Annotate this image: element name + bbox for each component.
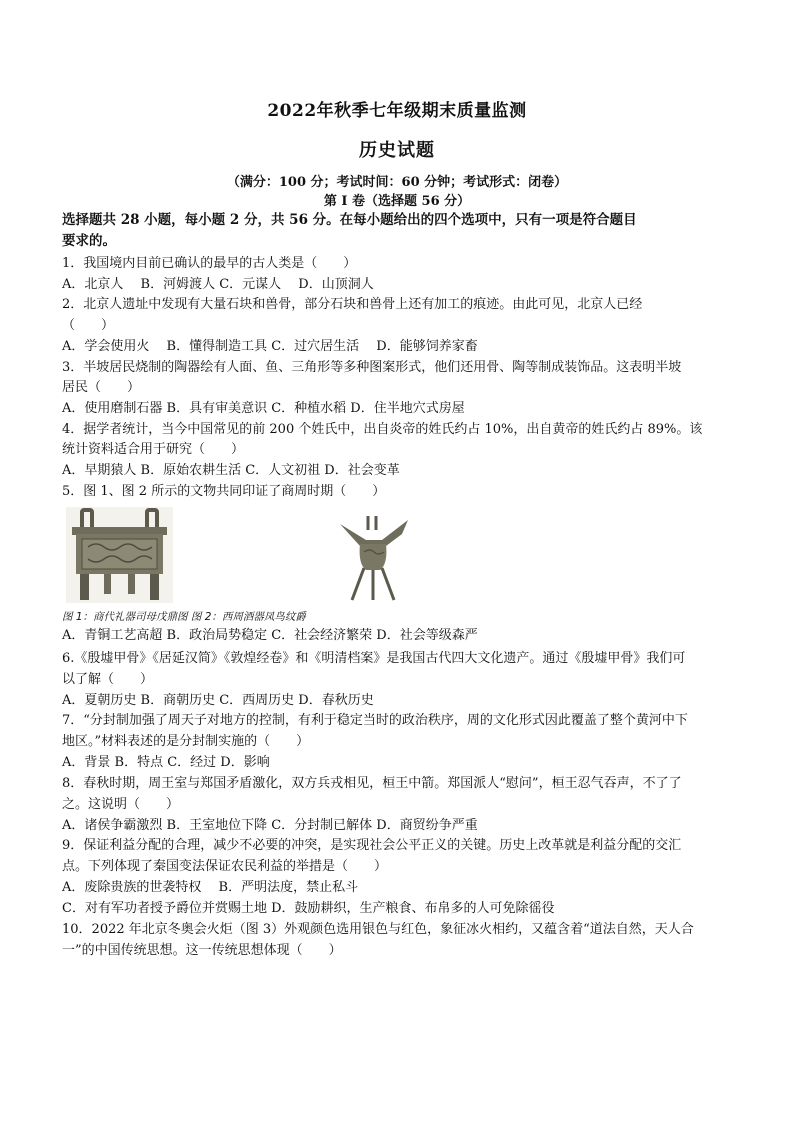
question-3-stem-cont: 居民（ ） — [62, 380, 141, 395]
question-2-stem-cont: （ ） — [62, 318, 115, 333]
question-9-stem: 9．保证利益分配的合理，减少不必要的冲突，是实现社会公平正义的关键。历史上改革就是利益分配的交汇 — [62, 838, 682, 853]
question-2-stem: 2．北京人遗址中发现有大量石块和兽骨，部分石块和兽骨上还有加工的痕迹。由此可见，北京人已经 — [62, 297, 643, 312]
question-1-stem: 1．我国境内目前已确认的最早的古人类是（ ） — [62, 256, 357, 271]
question-4-stem-cont: 统计资料适合用于研究（ ） — [62, 442, 245, 457]
question-9-options-ab: A．废除贵族的世袭特权 B．严明法度，禁止私斗 — [62, 880, 359, 895]
question-6-stem: 6.《殷墟甲骨》《居延汉简》《敦煌经卷》和《明清档案》是我国古代四大文化遗产。通过《殷墟甲骨》我们可 — [62, 651, 686, 666]
question-8-stem-cont: 之。这说明（ ） — [62, 797, 180, 812]
question-9-stem-cont: 点。下列体现了秦国变法保证农民利益的举措是（ ） — [62, 859, 388, 874]
question-9-options-cd: C．对有军功者授予爵位并赏赐土地 D．鼓励耕织，生产粮食、布帛多的人可免除徭役 — [62, 901, 555, 916]
exam-subject: 历史试题 — [359, 140, 435, 161]
question-5-stem: 5．图 1、图 2 所示的文物共同印证了商周时期（ ） — [62, 484, 386, 499]
question-4-options: A．早期猿人 B．原始农耕生活 C．人文初祖 D．社会变革 — [62, 463, 400, 478]
question-2-options: A．学会使用火 B．懂得制造工具 C．过穴居生活 D．能够饲养家畜 — [62, 339, 478, 354]
question-3-stem: 3．半坡居民烧制的陶器绘有人面、鱼、三角形等多种图案形式，他们还用骨、陶等制成装饰品。这表明半坡 — [62, 360, 682, 375]
question-10-stem: 10．2022 年北京冬奥会火炬（图 3）外观颜色选用银色与红色，象征冰火相约，又蕴含着“道法自然，天人合 — [62, 922, 694, 937]
instructions-line-2: 要求的。 — [62, 233, 116, 249]
part-heading: 第 I 卷（选择题 56 分） — [323, 194, 471, 209]
question-8-stem: 8．春秋时期，周王室与郑国矛盾激化，双方兵戎相见，桓王中箭。郑国派人“慰问”，桓王忍气吞声，不了了 — [62, 776, 682, 791]
question-4-stem: 4．据学者统计，当今中国常见的前 200 个姓氏中，出自炎帝的姓氏约占 10%，出自黄帝的姓氏约占 89%。该 — [62, 422, 703, 437]
question-10-stem-cont: 一”的中国传统思想。这一传统思想体现（ ） — [62, 943, 342, 958]
instructions-line-1: 选择题共 28 小题，每小题 2 分，共 56 分。在每小题给出的四个选项中，只有一项是符合题目 — [62, 212, 637, 228]
simuwu-ding-image — [66, 507, 173, 603]
question-6-options: A．夏朝历史 B．商朝历史 C．西周历史 D．春秋历史 — [62, 693, 374, 708]
question-7-stem: 7．“分封制加强了周天子对地方的控制，有利于稳定当时的政治秩序，周的文化形式因此覆盖了整个黄河中下 — [62, 713, 688, 728]
fengniao-jue-image — [336, 512, 410, 602]
question-1-options: A．北京人 B．河姆渡人 C．元谋人 D．山顶洞人 — [62, 277, 374, 292]
exam-info: （满分：100 分；考试时间：60 分钟；考试形式：闭卷） — [226, 175, 568, 190]
question-7-options: A．背景 B．特点 C．经过 D．影响 — [62, 755, 270, 770]
question-6-stem-cont: 以了解（ ） — [62, 672, 154, 687]
question-8-options: A．诸侯争霸激烈 B．王室地位下降 C．分封制已解体 D．商贸纷争严重 — [62, 818, 478, 833]
exam-title: 2022年秋季七年级期末质量监测 — [267, 101, 527, 121]
figure-caption: 图 1：商代礼器司母戊鼎图 图 2：西周酒器凤鸟纹爵 — [62, 611, 306, 623]
question-5-options: A．青铜工艺高超 B．政治局势稳定 C．社会经济繁荣 D．社会等级森严 — [62, 628, 478, 643]
question-7-stem-cont: 地区。”材料表述的是分封制实施的（ ） — [62, 734, 310, 749]
question-3-options: A．使用磨制石器 B．具有审美意识 C．种植水稻 D．住半地穴式房屋 — [62, 401, 465, 416]
